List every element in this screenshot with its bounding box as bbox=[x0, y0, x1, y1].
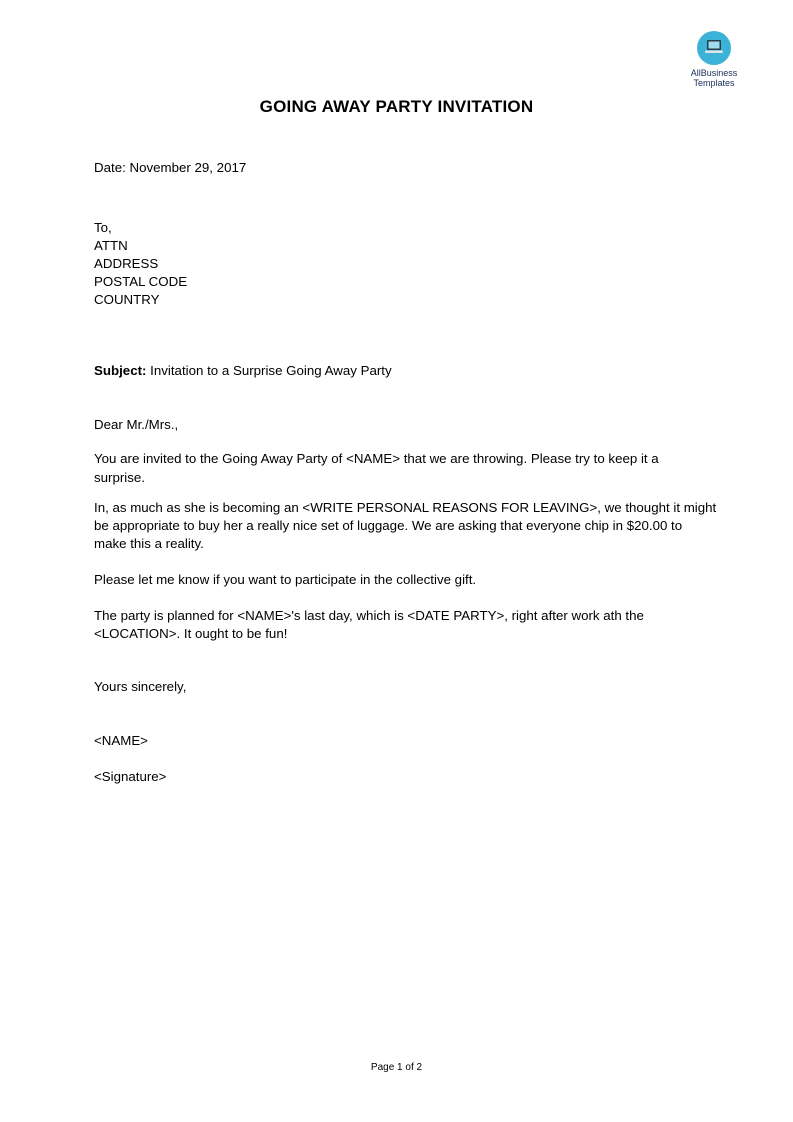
body-paragraph-4-line-2: <LOCATION>. It ought to be fun! bbox=[94, 626, 288, 641]
subject-label: Subject: bbox=[94, 363, 147, 378]
document-title: GOING AWAY PARTY INVITATION bbox=[259, 97, 534, 116]
page-number: Page 1 of 2 bbox=[370, 1062, 423, 1073]
body-paragraph-4-line-1: The party is planned for <NAME>'s last day, which is <DATE PARTY>, right after work ath the bbox=[94, 608, 644, 623]
body-paragraph-2-line-1: In, as much as she is becoming an <WRITE PERSONAL REASONS FOR LEAVING>, we thought it might bbox=[94, 500, 717, 515]
body-paragraph-2-line-3: make this a reality. bbox=[94, 536, 204, 551]
body-paragraph-1-line-1: You are invited to the Going Away Party of <NAME> that we are throwing. Please try to keep it a bbox=[94, 451, 659, 466]
date-line: Date: November 29, 2017 bbox=[94, 160, 247, 175]
address-to: To, bbox=[94, 220, 112, 235]
logo-text-line2: Templates bbox=[693, 78, 735, 88]
sender-name: <NAME> bbox=[94, 733, 148, 748]
signature-placeholder: <Signature> bbox=[94, 769, 167, 784]
subject-line bbox=[94, 362, 392, 380]
body-paragraph-1-line-2: surprise. bbox=[94, 470, 145, 485]
address-attn: ATTN bbox=[94, 238, 128, 253]
address-country: COUNTRY bbox=[94, 292, 160, 307]
logo-text-line1: AllBusiness bbox=[690, 68, 738, 78]
subject-text: Invitation to a Surprise Going Away Party bbox=[146, 363, 392, 378]
laptop-icon bbox=[697, 31, 731, 65]
closing: Yours sincerely, bbox=[94, 679, 187, 694]
address-postal-code: POSTAL CODE bbox=[94, 274, 188, 289]
address-address: ADDRESS bbox=[94, 256, 159, 271]
allbusiness-templates-logo bbox=[682, 31, 746, 88]
body-paragraph-3: Please let me know if you want to participate in the collective gift. bbox=[94, 572, 477, 587]
body-paragraph-2-line-2: be appropriate to buy her a really nice set of luggage. We are asking that everyone chip in $20.00 to bbox=[94, 518, 683, 533]
salutation: Dear Mr./Mrs., bbox=[94, 417, 179, 432]
